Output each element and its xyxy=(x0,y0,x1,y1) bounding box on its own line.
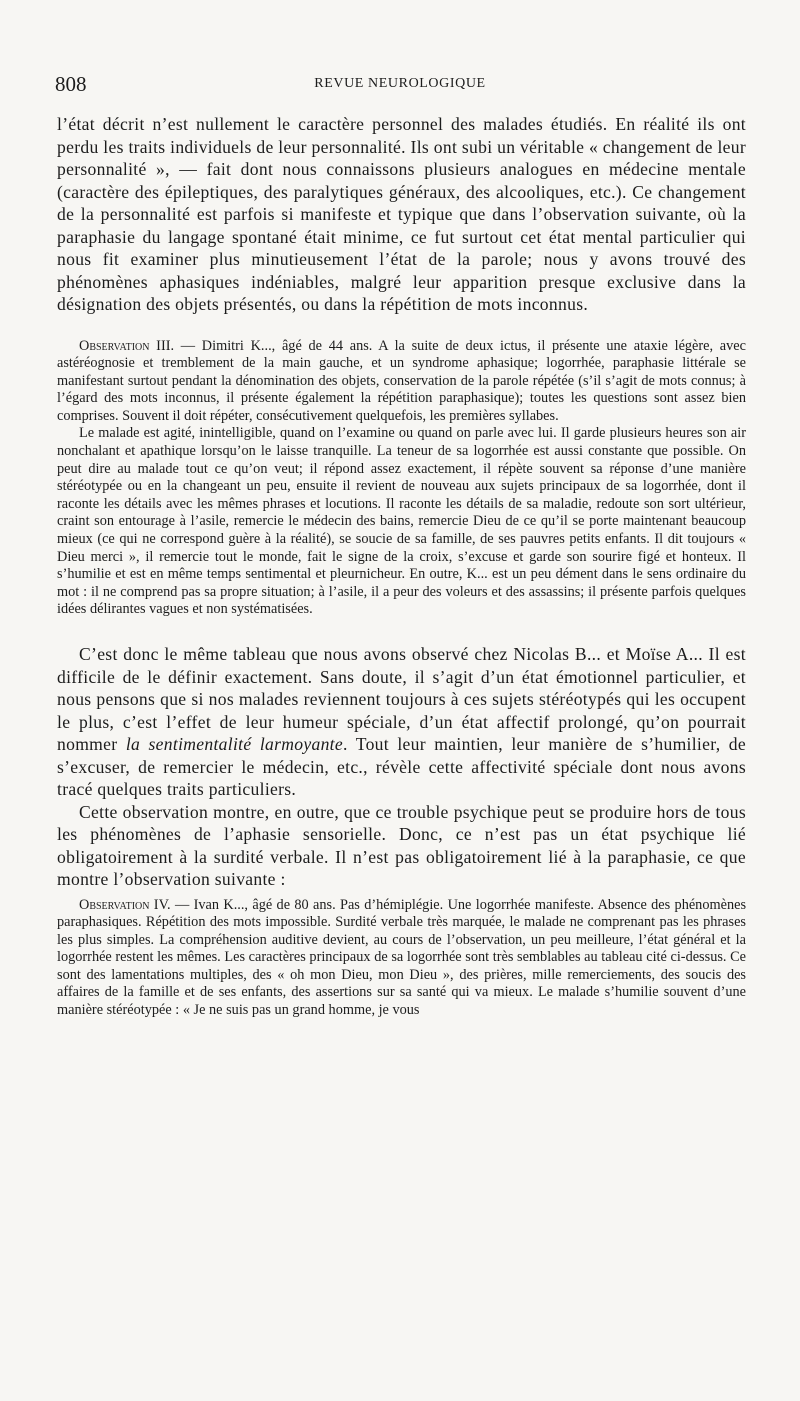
observation-4 xyxy=(57,897,746,1020)
observation-4-paragraph xyxy=(57,897,746,1020)
observation-3-label: Observation III. xyxy=(79,337,175,354)
paragraph-cette-observation: Cette observation montre, en outre, que ce trouble psychique peut se produire hors de tous les phénomènes de l’aphasie sensorielle. Donc, ce n’est pas un état psychique lié obligatoirement à la surdité verbale. Il n’est pas obligatoirement lié à la paraphasie, ce que montre l’observation suivante : xyxy=(57,801,746,889)
observation-4-text: — Ivan K..., âgé de 80 ans. Pas d’hémiplégie. Une logorrhée manifeste. Absence des phénomènes paraphasiques. Répétition des mots impossible. Surdité verbale très marquée, le malade ne comprenant pas les phrases les plus simples. La compréhension auditive devient, au cours de l’observation, un peu meilleure, l’état général et la logorrhée restent les mêmes. Les caractères principaux de sa logorrhée sont très semblables au tableau cité ci-dessus. Ce sont des lamentations multiples, des « oh mon Dieu, mon Dieu », des prières, mille remerciements, des soucis des affaires de la famille et de ses enfants, des assertions sur sa santé qui va mieux. Le malade s’humilie souvent d’une manière stéréotypée : « Je ne suis pas un grand homme, je vous xyxy=(57,896,747,1019)
term-sentimentalite-larmoyante: la sentimentalité larmoyante xyxy=(125,734,343,754)
paragraph-sentimentalite-after: . Tout leur maintien, leur manière de s’humilier, de s’excuser, de remercier le médecin, etc., révèle cette affectivité spéciale dont nous avons tracé quelques traits particuliers. xyxy=(57,734,746,799)
observation-3-paragraph-1 xyxy=(57,338,746,426)
page-body xyxy=(57,113,746,1020)
running-title: REVUE NEUROLOGIQUE xyxy=(314,76,486,91)
page-number: 808 xyxy=(55,72,87,96)
observation-3 xyxy=(57,338,746,620)
paragraph-sentimentalite-before: C’est donc le même tableau que nous avons observé chez Nicolas B... et Moïse A... Il est difficile de le définir exactement. Sans doute, il s’agit d’un état émotionnel particulier, et nous pensons que si nos malades reviennent toujours à ces sujets stéréotypés qui les occupent le plus, c’est l’effet de leur humeur spéciale, d’un état affectif prolongé, qu’on pourrait nommer xyxy=(57,644,746,754)
page-header xyxy=(55,72,745,100)
observation-4-label: Observation IV. xyxy=(79,896,171,913)
observation-3-text: — Dimitri K..., âgé de 44 ans. A la suite de deux ictus, il présente une ataxie légère, avec astéréognosie et tremblement de la main gauche, et un syndrome aphasique; logorrhée, paraphasie littérale se manifestant surtout pendant la dénomination des objets, conservation de la parole répétée (s’il s’agit de mots connus; à l’égard des mots inconnus, il présente également la répétition paraphasique); toutes les questions sont assez bien comprises. Souvent il doit répéter, consécutivement quelquefois, les premières syllabes. xyxy=(57,337,746,424)
observation-3-paragraph-2: Le malade est agité, inintelligible, quand on l’examine ou quand on parle avec lui. Il garde plusieurs heures son air nonchalant et apathique lorsqu’on le laisse tranquille. La teneur de sa logorrhée est aussi constante que possible. On peut dire au malade tout ce qu’on veut; il répond assez exactement, il répète souvent sa réponse d’une manière stéréotypée ou en la changeant un peu, ensuite il revient de nouveau aux sujets principaux de sa logorrhée, dont il raconte les détails avec les mêmes phrases et locutions. Il raconte les détails de sa maladie, redoute son sort ultérieur, craint son entourage à l’asile, remercie le médecin des bains, remercie Dieu de ce qu’il se porte maintenant beaucoup mieux (ce qui ne correspond guère à la réalité), se soucie de sa famille, de ses pauvres petits enfants. Il dit toujours « Dieu merci », il remercie tout le monde, fait le signe de la croix, s’excuse et garde son sourire figé et honteux. Il s’humilie et est en même temps sentimental et pleurnicheur. En outre, K... est un peu dément dans le sens ordinaire du mot : il ne comprend pas sa propre situation; à l’asile, il a peur des voleurs et des assassins; il présente parfois quelques idées délirantes vagues et non systématisées. xyxy=(57,425,746,618)
paragraph-intro: l’état décrit n’est nullement le caractère personnel des malades étudiés. En réalité ils ont perdu les traits individuels de leur personnalité. Ils ont subi un véritable « changement de leur personnalité », — fait dont nous connaissons plusieurs analogues en médecine mentale (caractère des épileptiques, des paralytiques généraux, des alcooliques, etc.). Ce changement de la personnalité est parfois si manifeste et typique que dans l’observation suivante, où la paraphasie du langage spontané était minime, ce fut surtout cet état mental particulier qui nous fit examiner plus minutieusement l’état de la parole; nous y avons trouvé des phénomènes aphasiques indéniables, malgré leur apparition presque exclusive dans la désignation des objets présentés, ou dans la répétition de mots inconnus. xyxy=(57,114,746,314)
paragraph-sentimentalite xyxy=(57,643,746,801)
